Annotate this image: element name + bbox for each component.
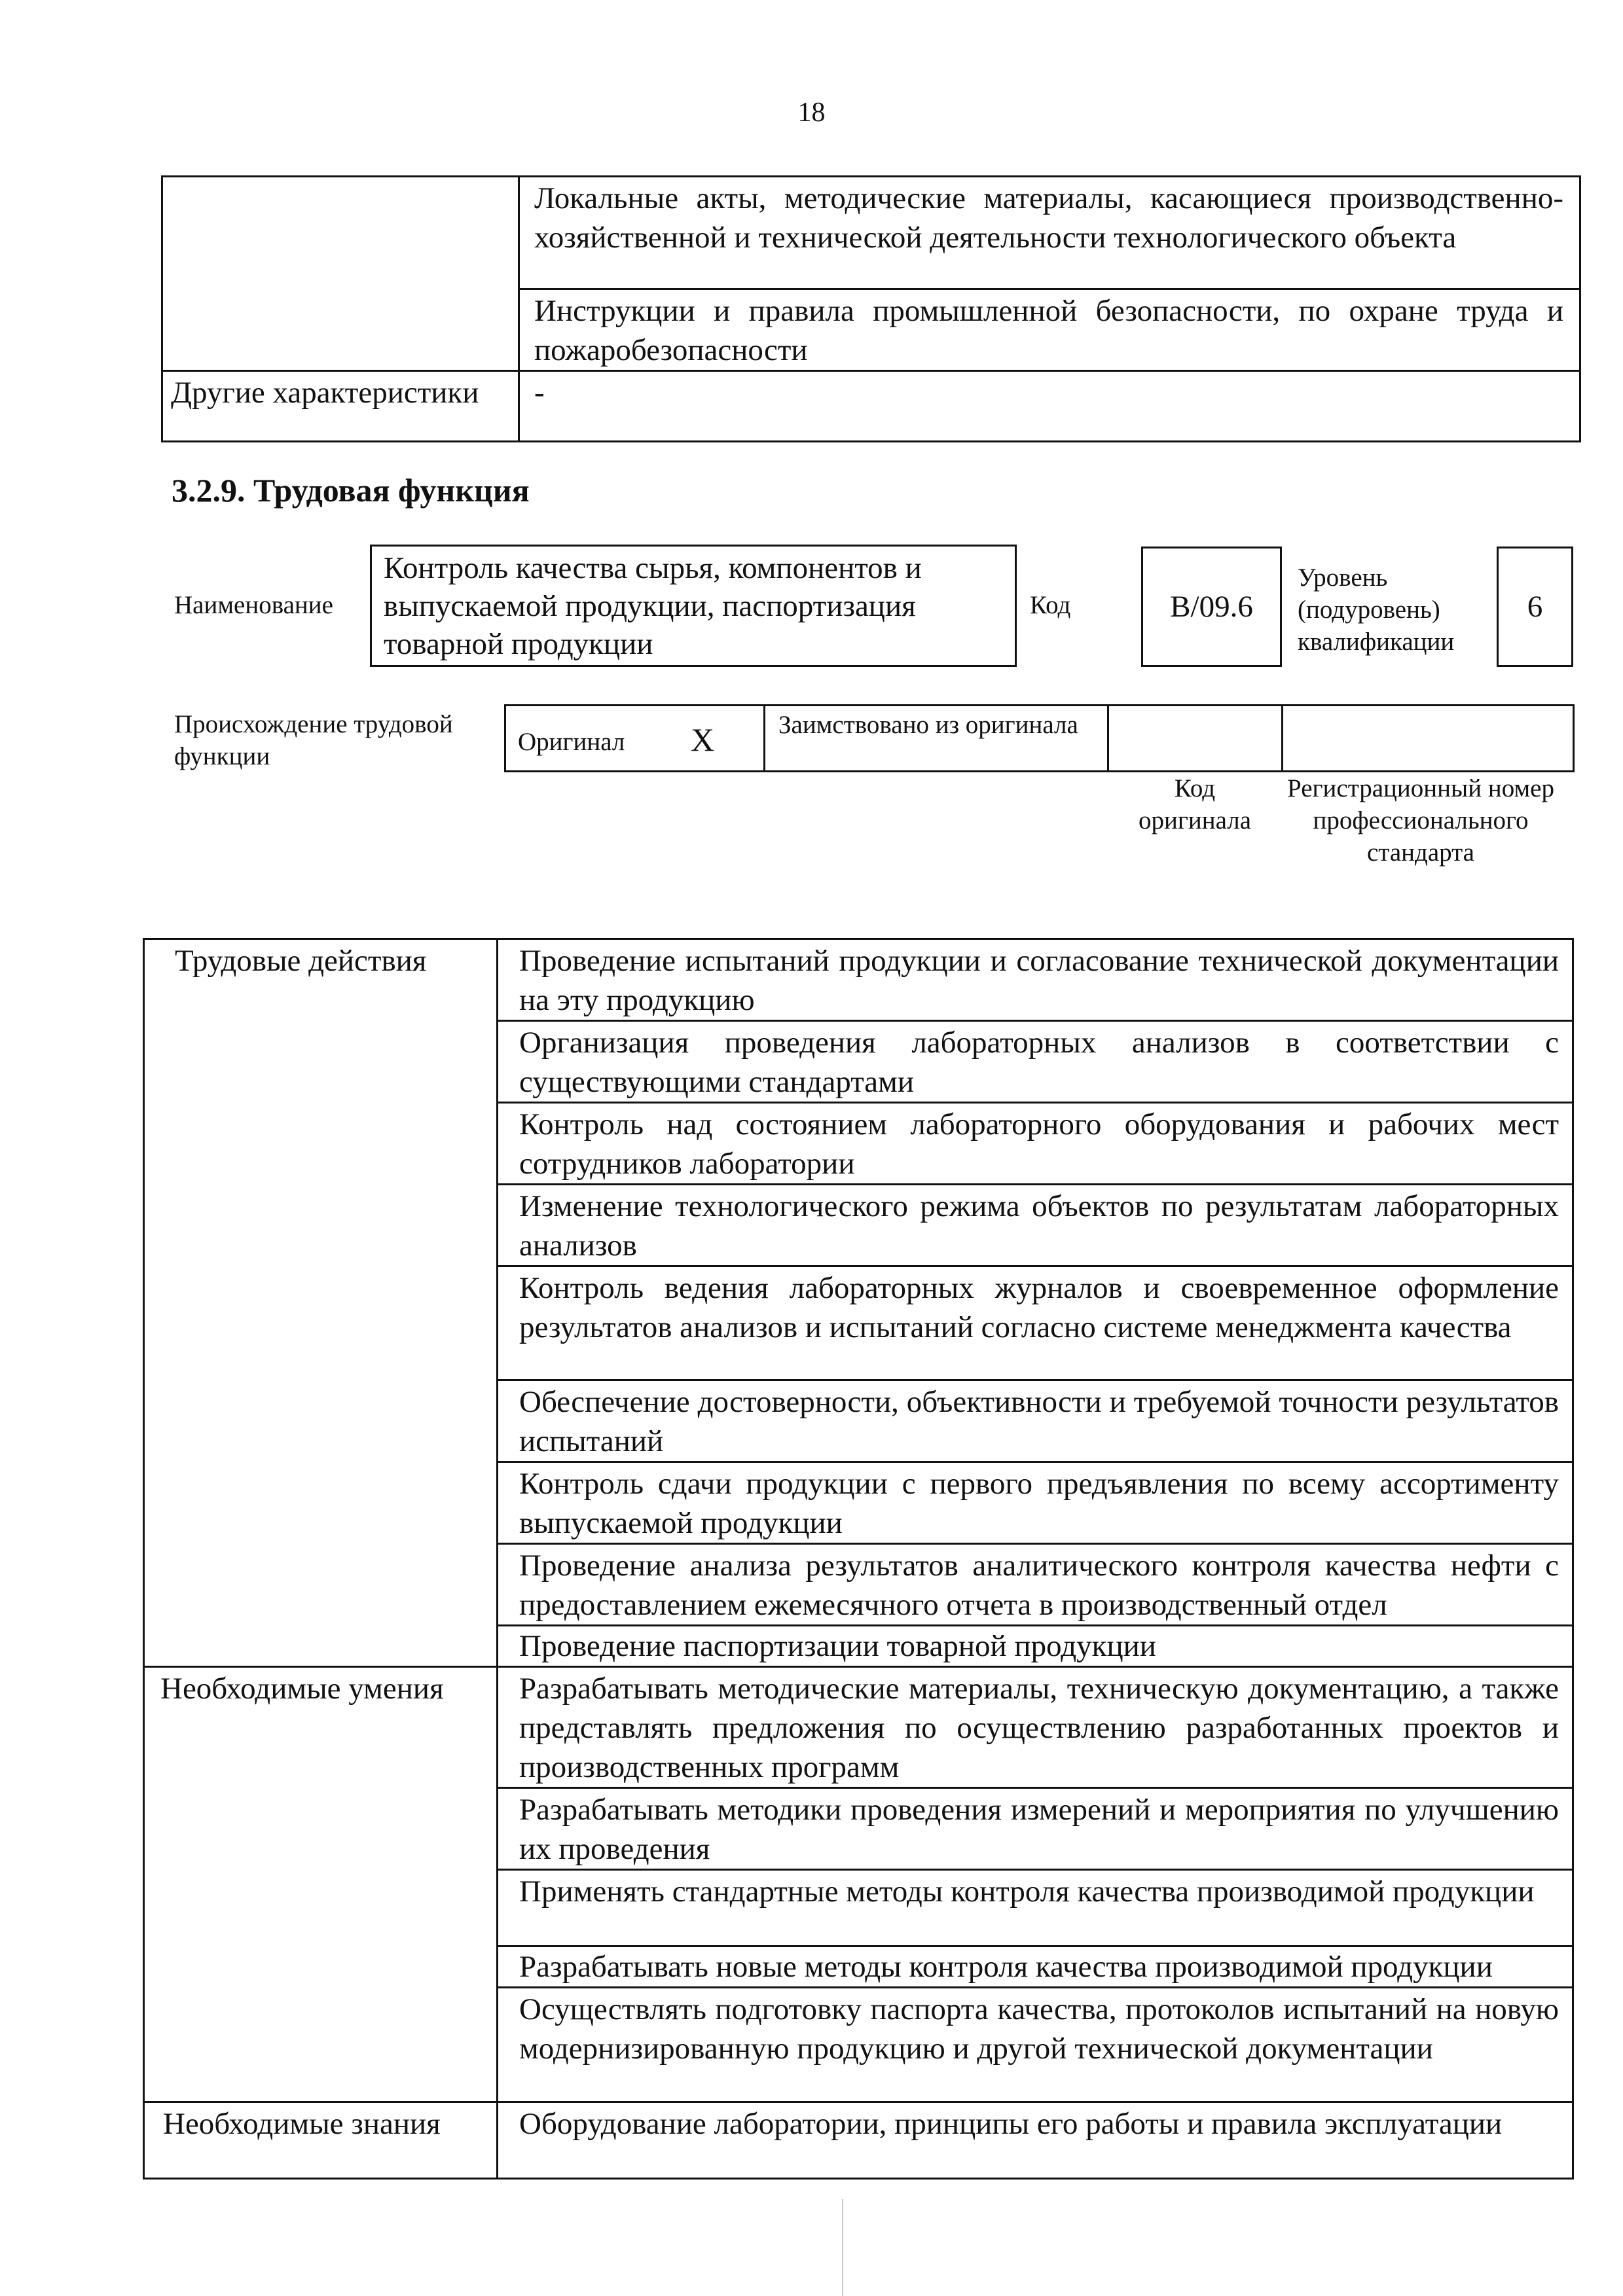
scan-artifact-line bbox=[842, 2199, 843, 2296]
section-heading: 3.2.9. Трудовая функция bbox=[172, 472, 530, 509]
divider bbox=[1107, 706, 1109, 770]
table-cell bbox=[498, 1021, 1573, 1103]
borrowed-label: Заимствовано из оригинала bbox=[778, 711, 1078, 739]
list-item: Обеспечение достоверности, объективности и требуемой точности результатов испытаний bbox=[519, 1385, 1559, 1458]
table-cell bbox=[498, 939, 1573, 1021]
code-original-caption: Код оригинала bbox=[1138, 774, 1252, 834]
name-label: Наименование bbox=[174, 591, 333, 619]
table-cell bbox=[498, 1626, 1573, 1667]
group-cell bbox=[144, 1667, 498, 2102]
table-row bbox=[162, 177, 1580, 289]
original-label: Оригинал bbox=[518, 728, 625, 756]
code-label: Код bbox=[1030, 591, 1071, 619]
original-mark: X bbox=[691, 721, 715, 758]
list-item: Контроль сдачи продукции с первого предъявления по всему ассортименту выпускаемой продукции bbox=[519, 1467, 1559, 1540]
main-table bbox=[143, 938, 1574, 2179]
list-item: Изменение технологического режима объектов по результатам лабораторных анализов bbox=[519, 1189, 1559, 1263]
reg-number-caption: Регистрационный номер профессионального стандарта bbox=[1287, 774, 1554, 867]
table-cell bbox=[498, 1988, 1573, 2102]
divider bbox=[763, 706, 765, 770]
divider bbox=[1281, 706, 1283, 770]
table-cell bbox=[498, 1946, 1573, 1988]
level-value: 6 bbox=[1497, 547, 1573, 667]
list-item: Проведение анализа результатов аналитического контроля качества нефти с предоставлением ежемесячного отчета в производственный отдел bbox=[519, 1549, 1559, 1622]
table-row bbox=[144, 939, 1573, 1021]
list-item: Осуществлять подготовку паспорта качества, протоколов испытаний на новую модернизированную продукцию и другой технической документации bbox=[519, 1992, 1559, 2066]
cell-text: Локальные акты, методические материалы, касающиеся производственно-хозяйственной и технической деятельности технологического объекта bbox=[534, 181, 1563, 255]
level-label: Уровень (подуровень) квалификации bbox=[1298, 564, 1455, 656]
cell-text: Инструкции и правила промышленной безопасности, по охране труда и пожаробезопасности bbox=[534, 294, 1563, 367]
row-label: Другие характеристики bbox=[171, 376, 479, 410]
code-value: B/09.6 bbox=[1141, 547, 1282, 667]
table-row bbox=[144, 1667, 1573, 1788]
list-item: Применять стандартные методы контроля качества производимой продукции bbox=[519, 1874, 1535, 1909]
group-label: Трудовые действия bbox=[175, 944, 427, 978]
list-item: Разрабатывать новые методы контроля качества производимой продукции bbox=[519, 1950, 1493, 1984]
function-name-box bbox=[370, 545, 1017, 667]
table-cell bbox=[162, 371, 519, 442]
origin-label: Происхождение трудовой функции bbox=[174, 710, 453, 770]
list-item: Контроль над состоянием лабораторного оборудования и рабочих мест сотрудников лаборатории bbox=[519, 1107, 1559, 1181]
table-cell bbox=[498, 1870, 1573, 1946]
table-cell bbox=[498, 1788, 1573, 1870]
function-name: Контроль качества сырья, компонентов и выпускаемой продукции, паспортизация товарной продукции bbox=[384, 551, 922, 661]
group-label: Необходимые знания bbox=[163, 2107, 441, 2141]
list-item: Контроль ведения лабораторных журналов и своевременное оформление результатов анализов и испытаний согласно системе менеджмента качества bbox=[519, 1271, 1559, 1344]
cell-text: - bbox=[534, 376, 545, 410]
table-row bbox=[162, 371, 1580, 442]
table-cell bbox=[498, 1185, 1573, 1266]
table-row bbox=[144, 2102, 1573, 2179]
page-number: 18 bbox=[797, 98, 826, 128]
table-cell bbox=[498, 1380, 1573, 1462]
table-cell bbox=[498, 1103, 1573, 1185]
table-cell bbox=[498, 2102, 1573, 2179]
list-item: Проведение испытаний продукции и согласование технической документации на эту продукцию bbox=[519, 944, 1559, 1017]
table-cell bbox=[498, 1544, 1573, 1626]
list-item: Разрабатывать методики проведения измерений и мероприятия по улучшению их проведения bbox=[519, 1793, 1559, 1866]
table-cell bbox=[498, 1667, 1573, 1788]
table-cell bbox=[519, 371, 1580, 442]
list-item: Проведение паспортизации товарной продукции bbox=[519, 1629, 1156, 1663]
list-item: Организация проведения лабораторных анализов в соответствии с существующими стандартами bbox=[519, 1026, 1559, 1099]
group-cell bbox=[144, 939, 498, 1667]
top-table bbox=[161, 175, 1581, 442]
table-cell bbox=[498, 1266, 1573, 1380]
table-cell bbox=[162, 177, 519, 371]
table-cell bbox=[519, 177, 1580, 289]
table-cell bbox=[498, 1462, 1573, 1544]
list-item: Разрабатывать методические материалы, техническую документацию, а также представлять предложения по осуществлению разработанных проектов и производственных программ bbox=[519, 1672, 1559, 1784]
group-label: Необходимые умения bbox=[160, 1672, 444, 1706]
table-cell bbox=[519, 289, 1580, 371]
origin-box bbox=[504, 704, 1575, 772]
group-cell bbox=[144, 2102, 498, 2179]
list-item: Оборудование лаборатории, принципы его работы и правила эксплуатации bbox=[519, 2107, 1503, 2141]
